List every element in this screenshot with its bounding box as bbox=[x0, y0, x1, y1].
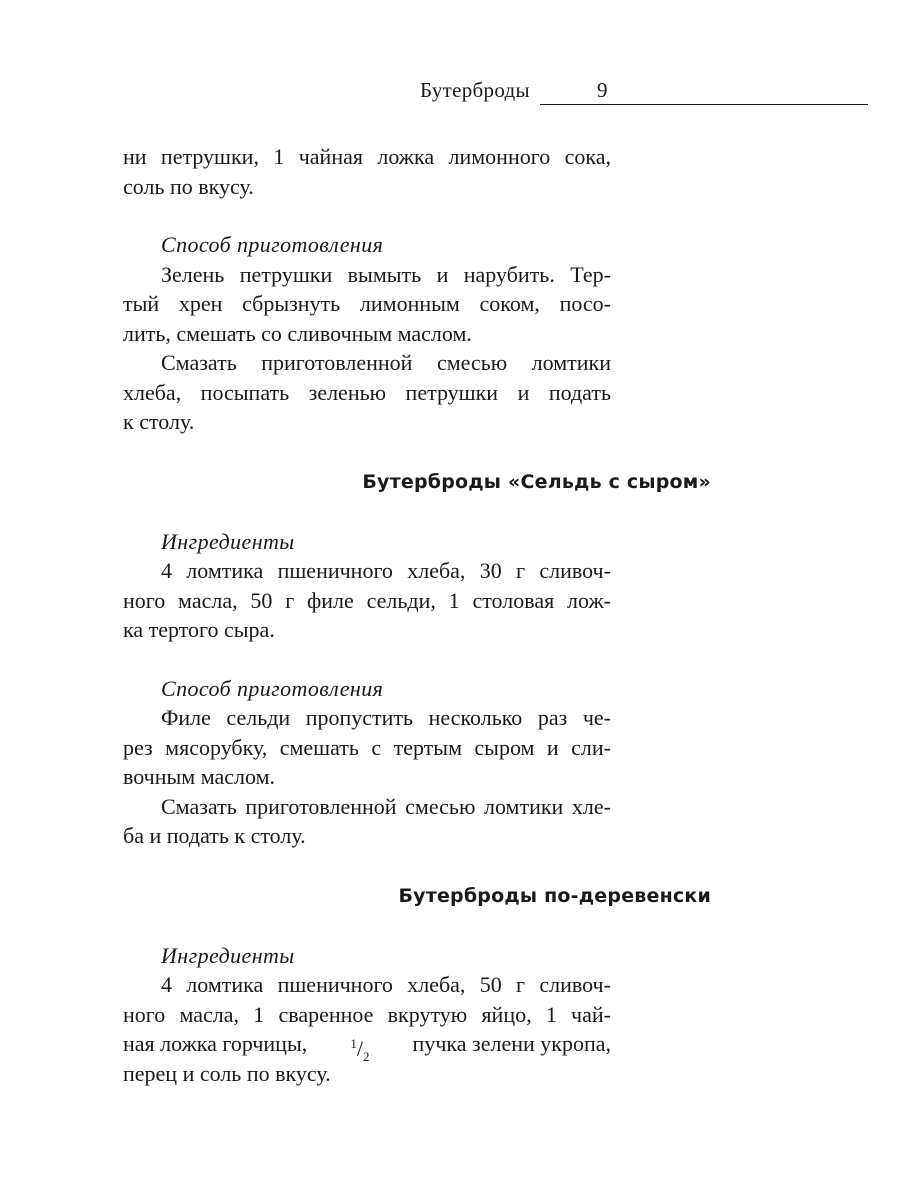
fraction-denominator: 2 bbox=[362, 1049, 370, 1064]
ingredients-line bbox=[123, 586, 611, 616]
word: столовая bbox=[472, 587, 555, 613]
word: пшеничного bbox=[277, 558, 393, 583]
word: 1 bbox=[273, 144, 285, 169]
word: 50 bbox=[250, 587, 273, 613]
word: 4 bbox=[161, 972, 172, 997]
word: рез bbox=[123, 734, 153, 760]
word: г bbox=[285, 587, 295, 613]
word: 50 bbox=[479, 972, 502, 997]
word: филе bbox=[307, 587, 354, 613]
word: пшеничного bbox=[277, 972, 393, 997]
word: сельди bbox=[226, 705, 291, 730]
word: чайная bbox=[298, 144, 363, 169]
method-line bbox=[123, 703, 611, 733]
ingredients-line bbox=[123, 1000, 611, 1030]
method-line bbox=[123, 792, 611, 822]
word: хрен bbox=[178, 291, 223, 316]
word: сбрызнуть bbox=[242, 291, 341, 316]
word: с bbox=[371, 734, 382, 760]
word: посо- bbox=[559, 291, 611, 316]
method-line: лить, смешать со сливочным маслом. bbox=[123, 320, 472, 346]
page-number: 9 bbox=[597, 78, 608, 102]
word: смесью bbox=[436, 350, 508, 375]
word: смесью bbox=[405, 793, 476, 819]
word: лимонного bbox=[448, 144, 551, 169]
method-line bbox=[123, 378, 611, 408]
word: несколько bbox=[428, 705, 523, 730]
word: сваренное bbox=[278, 1001, 374, 1027]
word: мясорубку, bbox=[165, 734, 268, 760]
word: 1 bbox=[545, 1001, 557, 1027]
word: г bbox=[516, 972, 526, 997]
word: петрушки bbox=[405, 379, 499, 405]
method-line bbox=[123, 260, 611, 290]
word: посыпать bbox=[200, 379, 290, 405]
ingredients-heading: Ингредиенты bbox=[161, 528, 295, 554]
word: Тер- bbox=[570, 261, 611, 287]
word: ни bbox=[123, 144, 147, 169]
ingredients-text-after: пучка зелени укропа, bbox=[412, 1031, 611, 1056]
word: пропустить bbox=[305, 705, 414, 730]
ingredients-line bbox=[123, 970, 611, 1000]
word: сли- bbox=[571, 734, 611, 760]
word: вкрутую bbox=[387, 1001, 468, 1027]
word: лимонным bbox=[359, 291, 460, 316]
method-line: ба и подать к столу. bbox=[123, 823, 306, 848]
ingredients-heading: Ингредиенты bbox=[161, 942, 295, 968]
word: ного bbox=[123, 587, 166, 613]
word: 1 bbox=[448, 587, 460, 613]
word: 4 bbox=[161, 558, 172, 583]
text-column bbox=[123, 142, 711, 1088]
word: ломтики bbox=[483, 793, 564, 819]
word: петрушки bbox=[239, 261, 333, 287]
word: подать bbox=[548, 379, 611, 405]
recipe-title: Бутерброды «Сельдь с сыром» bbox=[362, 470, 711, 493]
word: сливоч- bbox=[539, 972, 611, 997]
word: соком, bbox=[479, 291, 540, 316]
word: хлеба, bbox=[407, 558, 466, 583]
word: яйцо, bbox=[481, 1001, 532, 1027]
method-heading: Способ приготовления bbox=[161, 675, 384, 701]
word: сыром bbox=[474, 734, 535, 760]
word: хлеба, bbox=[407, 972, 466, 997]
word: г bbox=[516, 558, 526, 583]
carryover-line-1 bbox=[123, 142, 611, 172]
word: и bbox=[436, 261, 449, 287]
word: чай- bbox=[571, 1001, 611, 1027]
fraction-half: $^1/_2$ bbox=[350, 1036, 370, 1064]
word: сельди, bbox=[366, 587, 436, 613]
word: раз bbox=[537, 705, 568, 730]
method-heading: Способ приготовления bbox=[161, 232, 384, 257]
word: ложка bbox=[377, 144, 435, 169]
header-rule bbox=[540, 104, 868, 105]
method-line bbox=[123, 348, 611, 378]
ingredients-line bbox=[123, 556, 611, 586]
word: приготовленной bbox=[245, 793, 397, 819]
method-line: к столу. bbox=[123, 409, 195, 434]
word: тый bbox=[123, 291, 160, 316]
carryover-line-2: соль по вкусу. bbox=[123, 173, 254, 199]
word: масла, bbox=[179, 1001, 240, 1027]
word: нарубить. bbox=[463, 261, 555, 287]
word: хлеба, bbox=[123, 379, 182, 405]
word: Филе bbox=[161, 705, 211, 730]
word: приготовленной bbox=[261, 350, 413, 375]
word: 1 bbox=[253, 1001, 265, 1027]
word: и bbox=[517, 379, 530, 405]
word: тертым bbox=[393, 734, 462, 760]
word: Смазать bbox=[161, 350, 237, 375]
word: Смазать bbox=[161, 793, 237, 819]
word: ломтика bbox=[186, 972, 264, 997]
recipe-title: Бутерброды по-деревенски bbox=[398, 884, 711, 907]
word: сока, bbox=[564, 144, 611, 169]
method-line bbox=[123, 733, 611, 763]
word: вымыть bbox=[347, 261, 422, 287]
method-line bbox=[123, 289, 611, 319]
word: масла, bbox=[178, 587, 238, 613]
word: смешать bbox=[279, 734, 359, 760]
word: ломтики bbox=[531, 350, 611, 375]
word: сливоч- bbox=[539, 558, 611, 583]
ingredients-line: перец и соль по вкусу. bbox=[123, 1060, 331, 1086]
word: 30 bbox=[479, 558, 502, 583]
word: ломтика bbox=[186, 558, 264, 583]
word: зеленью bbox=[308, 379, 387, 405]
ingredients-text-before: ная ложка горчицы, bbox=[123, 1031, 308, 1056]
word: хле- bbox=[571, 793, 611, 819]
running-head-title: Бутерброды bbox=[420, 78, 530, 102]
word: лож- bbox=[567, 587, 611, 613]
word: Зелень bbox=[161, 261, 225, 287]
word: че- bbox=[582, 705, 611, 730]
running-head bbox=[0, 74, 900, 108]
word: и bbox=[546, 734, 559, 760]
fraction-numerator: 1 bbox=[350, 1036, 357, 1051]
word: ного bbox=[123, 1001, 166, 1027]
method-line: вочным маслом. bbox=[123, 764, 275, 789]
ingredients-line: ка тертого сыра. bbox=[123, 617, 275, 642]
ingredients-line-with-fraction bbox=[123, 1029, 611, 1064]
word: петрушки, bbox=[160, 144, 259, 169]
